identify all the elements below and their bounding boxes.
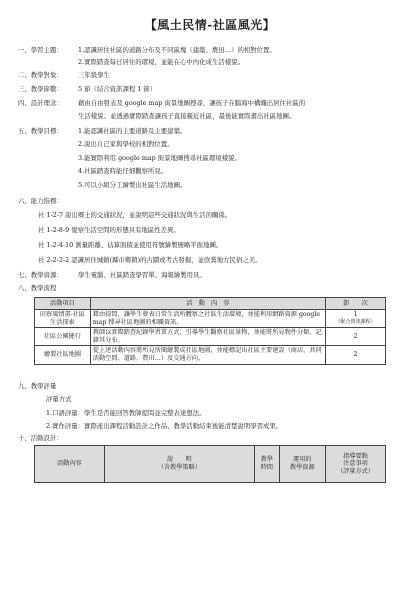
flow-activity-name: 田寮風情畫-社區生活探索	[35, 310, 91, 328]
flow-activity-content: 從上述活動內容將所見所聞繪製成社區地圖，並能標記出社區主要建設（商店、共同活動空間、道路、農田…）及交通方向。	[90, 346, 325, 364]
section-activity-design-label: 十、活動設計：	[18, 434, 63, 442]
goal-line: 5.可以小組分工繪製出社區生活地圖。	[78, 181, 187, 189]
evaluation-method: 評量方式	[46, 395, 72, 403]
section-topic-label: 一、學習主題：	[18, 46, 63, 54]
activity-design-table	[34, 445, 386, 483]
table-header-row	[35, 446, 386, 483]
section-ability-label: 六、能力指標：	[18, 197, 63, 205]
evaluation-line: 1.口語評量：學生是否能回答教師提問並完整表達想法。	[46, 409, 206, 417]
section-periods-label: 三、教學節數：	[18, 85, 63, 93]
section-design-concept-line: 藉由自由發表及 google map 街景地圖搜尋，讓孩子在腦海中構織出居住社區的	[78, 99, 306, 107]
table-header-cell: 活 動 內 容	[90, 298, 325, 310]
goal-line: 2.說出自己家與學校的相對位置。	[78, 140, 174, 148]
document-title: 【風土民情-社區風光】	[144, 18, 276, 32]
flow-activity-periods: 2	[326, 328, 386, 346]
design-col-resources	[279, 446, 325, 483]
section-resources-label: 七、教學資源：	[18, 271, 63, 279]
section-topic-line: 2.實際踏查每日居住的環境，並能在心中內化成生活樣貌。	[78, 58, 244, 66]
section-design-concept-line: 生活樣貌；並透過實際踏查讓孩子直接親近社區，最後能實際畫出社區地圖。	[78, 112, 296, 120]
section-topic-line: 1.認識居住社區的道路分布及不同區塊（建築、農田…）的相對位置。	[78, 46, 276, 54]
section-flow-label: 八、教學流程	[18, 284, 57, 292]
section-resources-value: 學生電腦、社區踏查學習單、海報繪製用具。	[78, 271, 206, 279]
flow-activity-periods: 2	[326, 346, 386, 364]
design-col-time-line: 時間	[260, 464, 273, 471]
teaching-flow-table	[34, 297, 386, 365]
table-row	[35, 310, 386, 328]
flow-activity-periods: 1	[353, 311, 358, 318]
flow-activity-name: 社區公園健行	[35, 328, 91, 346]
ability-indicator: 社 1-2-7 說出鄉土的交通狀況，並說明這些交通狀況與生活的關係。	[38, 211, 232, 219]
flow-activity-periods-cell	[326, 310, 386, 328]
flow-activity-note: （配合資訊課程）	[335, 318, 376, 325]
design-col-guidance-line: 指導要點	[343, 452, 368, 460]
section-evaluation-label: 九、教學評量	[18, 382, 57, 390]
design-col-time	[254, 446, 279, 483]
goal-line: 3.能實際利用 google map 街景地圖搜尋社區環境樣貌。	[78, 154, 241, 162]
design-col-guidance-line: （評量方式）	[336, 467, 375, 475]
goal-line: 1.能認識社區的主要道路及主要建築。	[78, 127, 187, 135]
design-col-resources-line: 教學資源	[289, 464, 315, 471]
ability-indicator: 社 2-2-2-2 認識居住城鎮(縣市鄉鎮)的古蹟或考古發掘，並欣賞地方民俗之美。	[38, 256, 262, 264]
design-col-resources-line: 運用的	[293, 456, 312, 464]
design-col-description	[104, 446, 254, 483]
evaluation-line: 2.實作評量：實際產出課程活動設計之作品、教學活動結束後能清楚說明學習成果。	[46, 422, 283, 430]
design-col-time-line: 教學	[260, 456, 273, 464]
design-col-description-title: 說 明	[166, 456, 192, 464]
table-header-row	[35, 298, 386, 310]
table-row	[35, 346, 386, 364]
goal-line: 4.社區踏查時能仔細觀察所見。	[78, 167, 168, 175]
section-audience-value: 三年級學生	[78, 71, 110, 79]
flow-activity-content: 教師以實際踏查紀錄學習單方式，引導學生觀察社區景物，並能將所見物件分類、記錄其分布。	[90, 328, 325, 346]
ability-indicator: 社 1-2-4-10 測量距離、估算面積並使用符號繪製簡略平面地圖。	[38, 241, 223, 249]
section-design-concept-label: 四、設計理念：	[18, 99, 63, 107]
section-goals-label: 五、教學目標：	[18, 127, 63, 135]
table-row	[35, 328, 386, 346]
flow-activity-content: 藉由提問，讓學生發表日常生活所體察之社區生活環境，並能利用網路資源 google map 搜尋社區地圖的相關資訊。	[90, 310, 325, 328]
section-audience-label: 二、教學對象：	[18, 71, 63, 79]
design-col-description-sub: （含教學策略）	[157, 464, 201, 471]
design-col-guidance	[325, 446, 385, 483]
section-periods-value: 5 節（結合資訊課程 1 節）	[78, 85, 157, 93]
ability-indicator: 社 1-2-8-9 覺察生活空間的形態具有地區性差異。	[38, 226, 180, 234]
table-header-cell: 節 次	[326, 298, 386, 310]
design-col-activity: 活動內容	[35, 446, 105, 483]
design-col-guidance-line: 注意事項	[343, 460, 368, 468]
flow-activity-name: 繪製社區地圖	[35, 346, 91, 364]
table-header-cell: 活動項目	[35, 298, 91, 310]
